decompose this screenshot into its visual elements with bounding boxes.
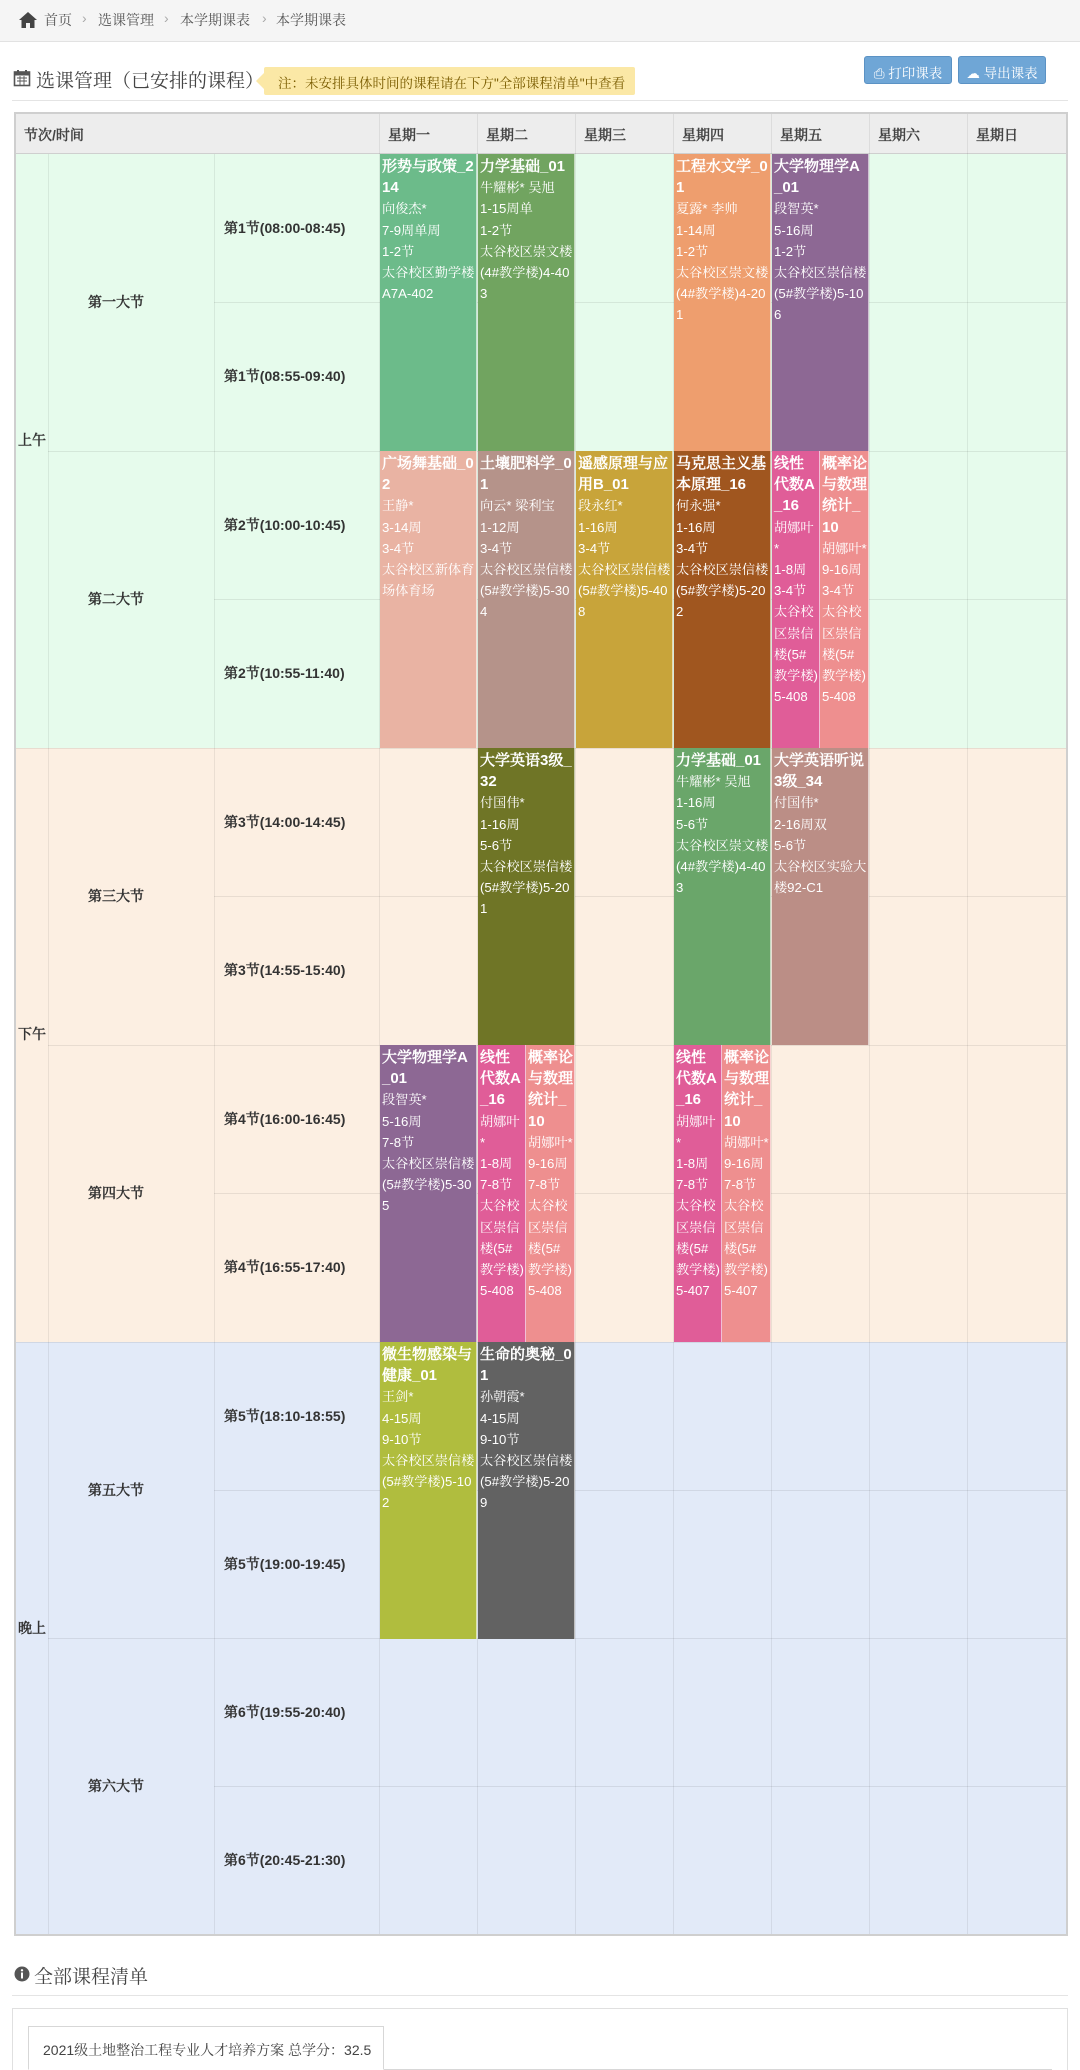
slot-label: 第5节(18:10-18:55) [224,1408,346,1424]
course-weeks: 5-16周 [382,1113,422,1129]
course-weeks: 4-15周 [480,1410,520,1426]
course-block[interactable] [674,154,771,451]
course-weeks: 1-16周 [676,795,716,811]
grid-line [214,1490,1066,1491]
print-schedule-button[interactable] [864,56,952,84]
day-header-wed: 星期三 [584,127,626,143]
course-weeks: 1-8周 [774,562,807,578]
section-title: 全部课程清单 [34,1967,149,1988]
course-block[interactable] [674,1045,722,1342]
course-teacher: 何永强* [676,498,721,514]
period-label-text: 下午 [18,1026,46,1042]
period-label-evening [16,1619,48,1638]
grid-line [575,114,576,1934]
schedule-note: 注：未安排具体时间的课程请在下方"全部课程清单"中查看 [264,67,635,95]
export-schedule-button[interactable] [958,56,1046,84]
course-teacher: 胡娜叶* [480,1113,520,1150]
course-name: 线性代数A_16 [676,1049,717,1109]
course-teacher: 段智英* [382,1092,427,1108]
slot-label: 第4节(16:55-17:40) [224,1259,346,1275]
day-header-tue: 星期二 [486,127,528,143]
course-block[interactable] [526,1045,575,1342]
course-weeks: 1-8周 [676,1156,709,1172]
big-section-4: 第四大节 [88,1185,144,1201]
course-location: 太谷校区崇信楼(5#教学楼)5-209 [480,1453,573,1511]
page-title: 选课管理（已安排的课程） [36,71,265,92]
course-name: 线性代数A_16 [480,1049,521,1109]
breadcrumb-separator: › [262,10,267,26]
course-block[interactable] [380,1342,477,1639]
course-sections: 3-4节 [480,540,513,556]
course-block[interactable] [772,748,869,1045]
course-sections: 3-4节 [774,583,807,599]
breadcrumb-separator: › [164,10,169,26]
course-teacher: 胡娜叶* [822,540,867,556]
grid-line [967,114,968,1934]
tab-training-plan[interactable]: 2021级土地整治工程专业人才培养方案 总学分：32.5 [28,2026,384,2070]
course-name: 力学基础_01 [676,752,762,769]
grid-line [214,302,1066,303]
course-name: 概率论与数理统计_10 [724,1049,770,1130]
slot-label: 第6节(19:55-20:40) [224,1704,346,1720]
course-block[interactable] [478,451,575,748]
course-name: 遥感原理与应用B_01 [578,455,669,494]
course-weeks: 1-16周 [578,519,618,535]
course-teacher: 胡娜叶* [774,519,814,556]
course-block[interactable] [674,748,771,1045]
course-sections: 7-8节 [528,1177,561,1193]
course-location: 太谷校区勤学楼A7A-402 [382,265,475,302]
big-section-1: 第一大节 [88,294,144,310]
course-name: 马克思主义基本原理_16 [676,455,767,494]
course-location: 太谷校区实验大楼92-C1 [774,859,867,896]
divider [12,100,1068,101]
divider [12,1995,1068,1996]
day-header-thu: 星期四 [682,127,724,143]
slot-label: 第2节(10:55-11:40) [224,665,345,681]
course-name: 概率论与数理统计_10 [822,455,868,536]
course-location: 太谷校区崇信楼(5#教学楼)5-305 [382,1156,475,1214]
course-teacher: 向云* 梁利宝 [480,498,555,514]
course-location: 太谷校区崇文楼(4#教学楼)4-403 [676,837,769,896]
course-sections: 7-8节 [724,1177,757,1193]
big-section-6: 第六大节 [88,1778,144,1794]
course-teacher: 付国伟* [480,795,525,811]
course-teacher: 段永红* [578,498,623,514]
course-location: 太谷校区崇文楼(4#教学楼)4-403 [480,243,573,302]
course-weeks: 1-8周 [480,1156,513,1172]
course-weeks: 9-16周 [724,1156,764,1172]
course-sections: 7-8节 [382,1134,415,1150]
course-block[interactable] [380,451,477,748]
course-location: 太谷校区崇信楼(5#教学楼)5-408 [528,1198,572,1299]
big-section-2: 第二大节 [88,591,144,607]
slot-label: 第4节(16:00-16:45) [224,1111,346,1127]
day-header-sat: 星期六 [878,127,920,143]
grid-line [214,1786,1066,1787]
course-teacher: 王剑* [382,1389,414,1405]
course-name: 微生物感染与健康_01 [382,1346,473,1385]
course-block[interactable] [772,451,820,748]
course-location: 太谷校区崇信楼(5#教学楼)5-408 [774,604,818,705]
corner-header: 节次/时间 [24,127,84,143]
course-location: 太谷校区崇信楼(5#教学楼)5-408 [822,604,866,705]
course-name: 概率论与数理统计_10 [528,1049,574,1130]
course-location: 太谷校区崇信楼(5#教学楼)5-408 [480,1198,524,1299]
period-label-morning [16,431,48,450]
course-weeks: 1-16周 [480,816,520,832]
grid-line [869,114,870,1934]
day-header-mon: 星期一 [388,127,430,143]
course-name: 形势与政策_214 [382,158,474,197]
course-location: 太谷校区新体育场体育场 [382,562,475,599]
course-sections: 3-4节 [676,540,709,556]
course-weeks: 9-16周 [822,562,862,578]
info-icon [14,1966,30,1982]
big-section-3: 第三大节 [88,888,144,904]
breadcrumb-separator: › [82,10,87,26]
course-weeks: 1-15周单 [480,201,533,217]
grid-line [214,154,215,1934]
course-sections: 5-6节 [480,837,513,853]
breadcrumb [0,0,1080,42]
course-sections: 7-8节 [676,1177,709,1193]
course-sections: 3-4节 [382,540,415,556]
course-block[interactable] [478,748,575,1045]
course-weeks: 2-16周双 [774,816,827,832]
slot-label: 第3节(14:55-15:40) [224,962,346,978]
grid-line [48,154,49,1934]
course-block[interactable] [478,1045,526,1342]
breadcrumb-current: 本学期课表 [276,12,346,28]
course-sections: 1-2节 [774,243,807,259]
course-name: 大学英语3级_32 [480,752,572,791]
printer-icon: ⎙ [873,66,885,81]
breadcrumb-course-management[interactable]: 选课管理 [98,12,154,28]
slot-label: 第5节(19:00-19:45) [224,1556,346,1572]
course-sections: 9-10节 [382,1431,422,1447]
course-teacher: 胡娜叶* [724,1134,769,1150]
course-sections: 7-8节 [480,1177,513,1193]
course-teacher: 夏露* 李帅 [676,201,738,217]
course-block[interactable] [380,154,477,451]
export-schedule-label: 导出课表 [983,66,1038,81]
course-sections: 3-4节 [822,583,855,599]
slot-label: 第2节(10:00-10:45) [224,517,346,533]
course-weeks: 1-12周 [480,519,520,535]
period-label-text: 上午 [18,432,46,448]
course-name: 力学基础_01 [480,158,566,175]
course-sections: 5-6节 [676,816,709,832]
course-weeks: 4-15周 [382,1410,422,1426]
course-weeks: 7-9周单周 [382,222,441,238]
course-block[interactable] [380,1045,477,1342]
course-location: 太谷校区崇信楼(5#教学楼)5-407 [724,1198,768,1299]
course-weeks: 1-14周 [676,222,716,238]
course-weeks: 3-14周 [382,519,422,535]
course-block[interactable] [478,154,575,451]
slot-label: 第3节(14:00-14:45) [224,814,346,830]
grid-line [214,896,1066,897]
course-teacher: 牛耀彬* 吴旭 [480,180,555,196]
course-block[interactable] [576,451,673,748]
course-teacher: 王静* [382,498,414,514]
course-location: 太谷校区崇信楼(5#教学楼)5-102 [382,1453,475,1511]
big-section-5: 第五大节 [88,1482,144,1498]
course-sections: 1-2节 [382,243,415,259]
course-block[interactable] [478,1342,575,1639]
course-block[interactable] [772,154,869,451]
course-weeks: 9-16周 [528,1156,568,1172]
course-teacher: 牛耀彬* 吴旭 [676,774,751,790]
course-sections: 5-6节 [774,837,807,853]
course-teacher: 段智英* [774,201,819,217]
slot-label: 第1节(08:55-09:40) [224,368,346,384]
course-location: 太谷校区崇信楼(5#教学楼)5-408 [578,562,671,620]
period-label-text: 晚上 [18,1620,46,1636]
course-name: 生命的奥秘_01 [480,1346,572,1385]
calendar-icon [13,69,31,87]
day-header-sun: 星期日 [976,127,1018,143]
timetable [14,112,1068,1936]
course-location: 太谷校区崇信楼(5#教学楼)5-106 [774,265,867,323]
course-location: 太谷校区崇信楼(5#教学楼)5-407 [676,1198,720,1299]
course-location: 太谷校区崇信楼(5#教学楼)5-202 [676,562,769,620]
breadcrumb-home[interactable]: 首页 [44,12,72,28]
course-name: 线性代数A_16 [774,455,815,515]
course-name: 大学物理学A_01 [382,1049,468,1088]
course-name: 广场舞基础_02 [382,455,474,494]
course-location: 太谷校区崇文楼(4#教学楼)4-201 [676,265,769,323]
timetable-header [16,114,1066,154]
course-teacher: 胡娜叶* [676,1113,716,1150]
course-name: 大学物理学A_01 [774,158,860,197]
breadcrumb-term-schedule[interactable]: 本学期课表 [180,12,250,28]
course-block[interactable] [722,1045,771,1342]
course-name: 大学英语听说3级_34 [774,752,865,791]
course-weeks: 5-16周 [774,222,814,238]
grid-line [214,1193,1066,1194]
day-header-fri: 星期五 [780,127,822,143]
course-teacher: 胡娜叶* [528,1134,573,1150]
course-weeks: 1-16周 [676,519,716,535]
course-location: 太谷校区崇信楼(5#教学楼)5-201 [480,859,573,917]
slot-label: 第1节(08:00-08:45) [224,220,346,236]
course-teacher: 付国伟* [774,795,819,811]
cloud-download-icon: ☁ [966,66,980,81]
course-teacher: 孙朝霞* [480,1389,525,1405]
course-sections: 1-2节 [480,222,513,238]
course-name: 工程水文学_01 [676,158,768,197]
slot-label: 第6节(20:45-21:30) [224,1852,346,1868]
course-block[interactable] [820,451,869,748]
course-teacher: 向俊杰* [382,201,427,217]
course-sections: 3-4节 [578,540,611,556]
course-location: 太谷校区崇信楼(5#教学楼)5-304 [480,562,573,620]
home-icon[interactable] [18,11,38,29]
course-sections: 9-10节 [480,1431,520,1447]
course-block[interactable] [674,451,771,748]
course-name: 土壤肥料学_01 [480,455,572,494]
course-sections: 1-2节 [676,243,709,259]
period-label-afternoon [16,1025,48,1044]
print-schedule-label: 打印课表 [888,66,943,81]
